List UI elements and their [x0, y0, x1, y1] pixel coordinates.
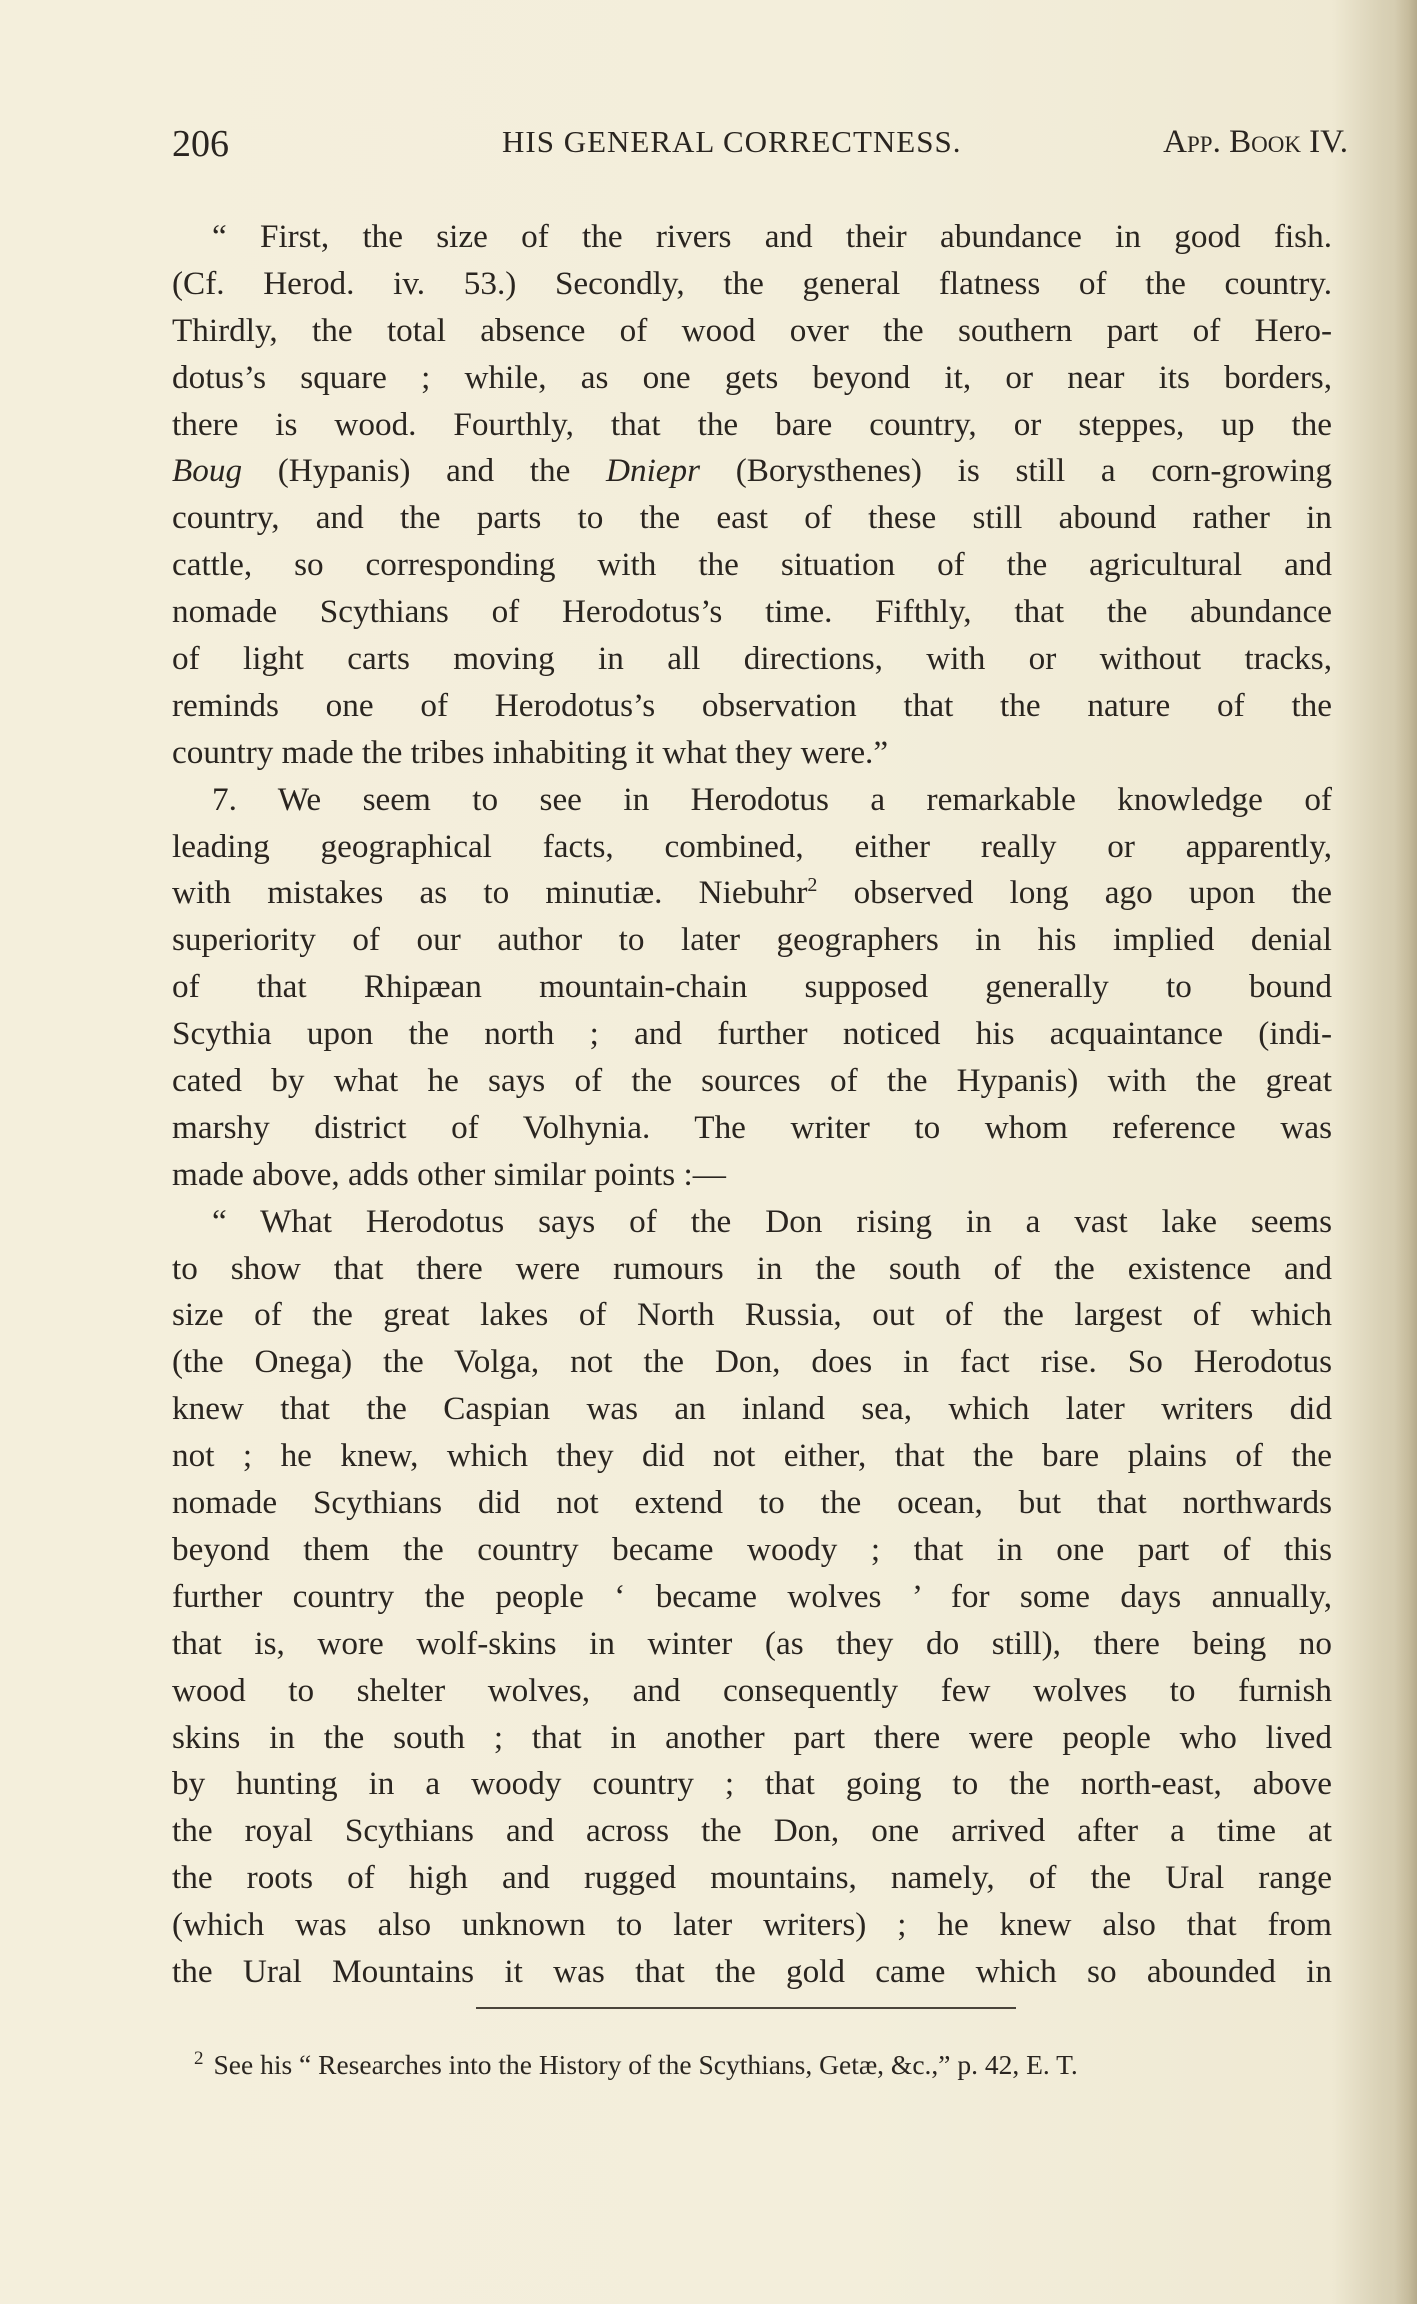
text-line: of light carts moving in all directions, with or without tracks, — [172, 640, 1332, 678]
italic-place-name: Boug — [172, 452, 243, 490]
footnote — [194, 2048, 1314, 2081]
text-line: of that Rhipæan mountain-chain supposed generally to bound — [172, 968, 1332, 1006]
page-number: 206 — [172, 123, 229, 165]
text-fragment: with mistakes as to minutiæ. Niebuhr — [172, 874, 808, 912]
text-line: to show that there were rumours in the south of the existence and — [172, 1249, 1332, 1287]
text-line: marshy district of Volhynia. The writer to whom reference was — [172, 1108, 1332, 1146]
text-line: cattle, so corresponding with the situation of the agricultural and — [172, 546, 1332, 584]
running-title: HIS GENERAL CORRECTNESS. — [502, 124, 962, 159]
text-line: size of the great lakes of North Russia, out of the largest of which — [172, 1296, 1332, 1334]
text-line: nomade Scythians of Herodotus’s time. Fifthly, that the abundance — [172, 593, 1332, 631]
footnote-divider — [476, 2007, 1016, 2009]
text-line: (which was also unknown to later writers) ; he knew also that from — [172, 1906, 1332, 1944]
text-line: knew that the Caspian was an inland sea, which later writers did — [172, 1390, 1332, 1428]
text-line: the roots of high and rugged mountains, namely, of the Ural range — [172, 1859, 1332, 1897]
italic-place-name: Dniepr — [606, 452, 701, 490]
text-line: cated by what he says of the sources of the Hypanis) with the great — [172, 1062, 1332, 1100]
text-line: that is, wore wolf-skins in winter (as they do still), there being no — [172, 1624, 1332, 1662]
text-line: country made the tribes inhabiting it what they were.” — [172, 733, 889, 771]
text-line: wood to shelter wolves, and consequently few wolves to furnish — [172, 1671, 1332, 1709]
text-line: by hunting in a woody country ; that going to the north-east, above — [172, 1765, 1332, 1803]
text-line: Thirdly, the total absence of wood over the southern part of Hero- — [172, 311, 1332, 349]
text-line: country, and the parts to the east of these still abound rather in — [172, 499, 1332, 537]
footnote-reference: 2 — [807, 874, 818, 897]
text-line: made above, adds other similar points :— — [172, 1155, 726, 1193]
text-line — [172, 870, 1332, 917]
text-line: superiority of our author to later geographers in his implied denial — [172, 921, 1332, 959]
text-line: the royal Scythians and across the Don, one arrived after a time at — [172, 1812, 1332, 1850]
text-line: skins in the south ; that in another part there were people who lived — [172, 1718, 1332, 1756]
text-line: “ What Herodotus says of the Don rising in a vast lake seems — [212, 1202, 1332, 1240]
text-line: the Ural Mountains it was that the gold came which so abounded in — [172, 1952, 1332, 1990]
text-line: reminds one of Herodotus’s observation that the nature of the — [172, 686, 1332, 724]
text-fragment: (Hypanis) and the — [242, 452, 607, 490]
footnote-text: See his “ Researches into the History of the Scythians, Getæ, &c.,” p. 42, E. T. — [213, 2049, 1078, 2081]
text-line: beyond them the country became woody ; that in one part of this — [172, 1530, 1332, 1568]
text-line: 7. We seem to see in Herodotus a remarkable knowledge of — [212, 780, 1332, 818]
text-line: not ; he knew, which they did not either, that the bare plains of the — [172, 1437, 1332, 1475]
text-line: leading geographical facts, combined, either really or apparently, — [172, 827, 1332, 865]
text-fragment: (Borysthenes) is still a corn-growing — [700, 452, 1332, 490]
text-line: Scythia upon the north ; and further noticed his acquaintance (indi- — [172, 1015, 1332, 1053]
page-edge-shadow — [1395, 0, 1417, 2304]
body-text — [172, 214, 1332, 1996]
text-line: nomade Scythians did not extend to the ocean, but that northwards — [172, 1484, 1332, 1522]
text-line — [172, 448, 1332, 495]
text-line: (the Onega) the Volga, not the Don, does in fact rise. So Herodotus — [172, 1343, 1332, 1381]
text-fragment: observed long ago upon the — [817, 874, 1332, 912]
text-line: “ First, the size of the rivers and their abundance in good fish. — [212, 218, 1332, 255]
text-line: (Cf. Herod. iv. 53.) Secondly, the general flatness of the country. — [172, 264, 1332, 302]
page-header — [172, 112, 1348, 172]
footnote-mark: 2 — [194, 2048, 204, 2069]
section-reference: App. Book IV. — [1163, 124, 1348, 160]
text-line: dotus’s square ; while, as one gets beyond it, or near its borders, — [172, 358, 1332, 396]
text-line: further country the people ‘ became wolves ’ for some days annually, — [172, 1577, 1332, 1615]
text-line: there is wood. Fourthly, that the bare country, or steppes, up the — [172, 405, 1332, 443]
